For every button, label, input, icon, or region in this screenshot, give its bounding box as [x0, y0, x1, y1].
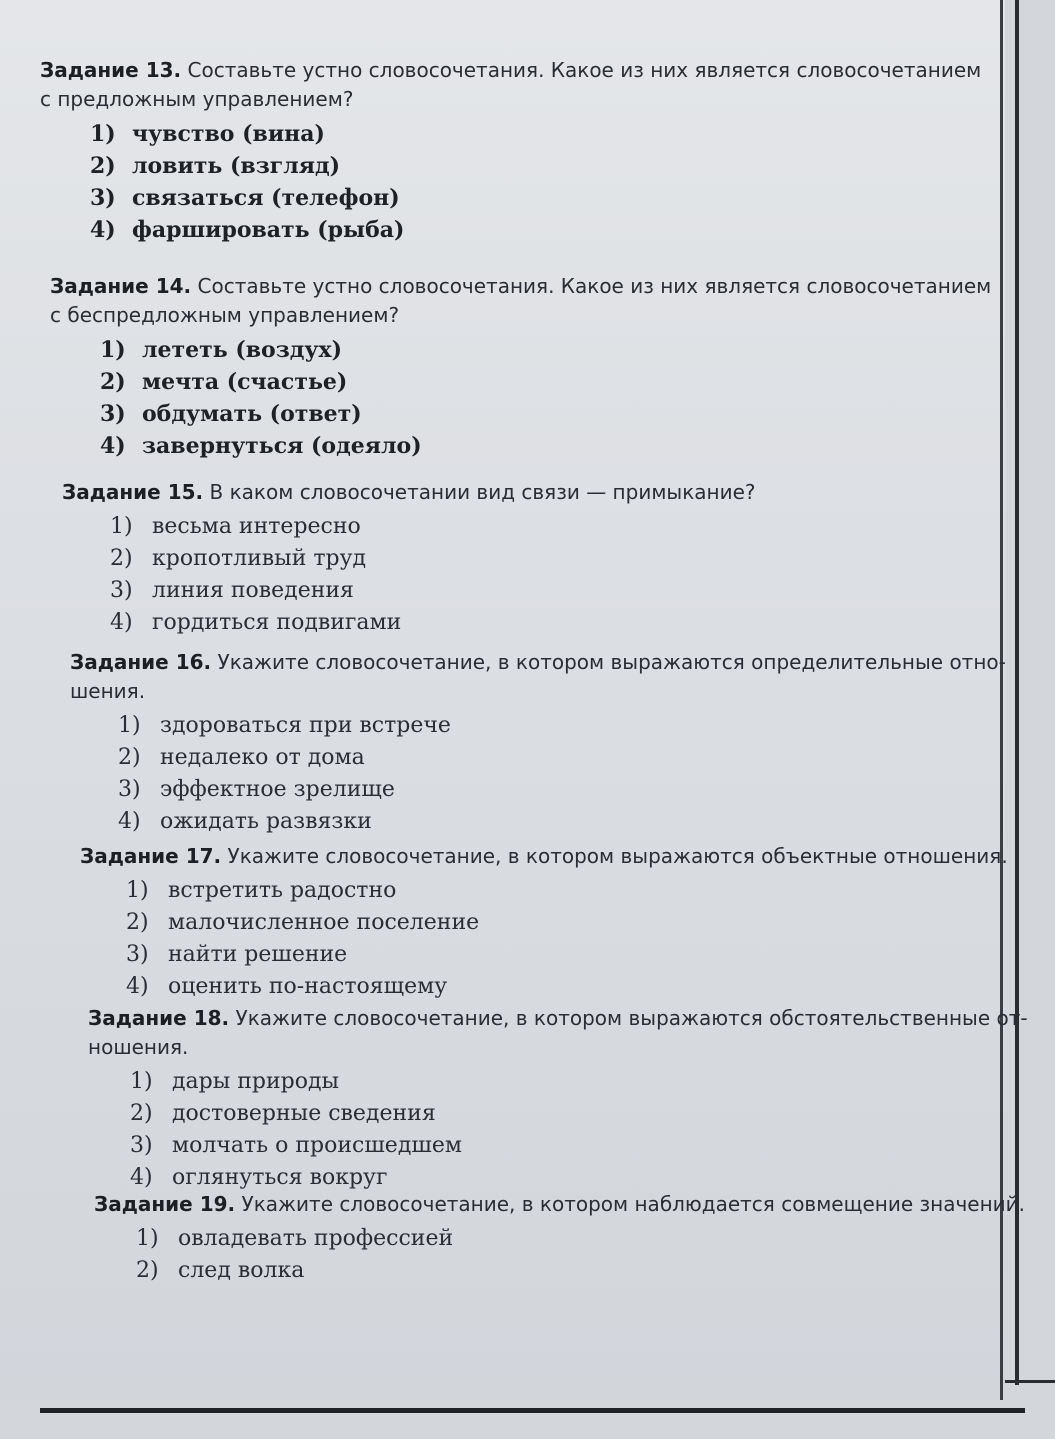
option — [126, 939, 1008, 971]
task-17-options — [126, 875, 1008, 1003]
option-text: весьма интересно — [152, 514, 361, 539]
option-text: завернуться (одеяло) — [142, 433, 422, 459]
task-18-text-cont: ношения. — [88, 1035, 189, 1059]
task-18-text: Укажите словосочетание, в котором выражаются обстоятельственные от- — [235, 1006, 1028, 1030]
option — [118, 806, 1006, 838]
task-13-options — [90, 118, 981, 246]
option-text: малочисленное поселение — [168, 910, 480, 935]
option-number: 2) — [126, 910, 149, 935]
task-15-text: В каком словосочетании вид связи — примыкание? — [209, 480, 756, 504]
option-number: 1) — [130, 1069, 153, 1094]
task-16 — [70, 648, 1006, 838]
option — [126, 907, 1008, 939]
option-number: 1) — [136, 1226, 159, 1251]
option — [100, 398, 991, 430]
frame-corner-edge — [1005, 1380, 1055, 1383]
option-number: 1) — [126, 878, 149, 903]
option-number: 2) — [110, 546, 133, 571]
option-text: обдумать (ответ) — [142, 401, 362, 427]
option-text: ожидать развязки — [160, 809, 372, 834]
option — [126, 875, 1008, 907]
task-18-label: Задание 18. — [88, 1006, 230, 1030]
task-16-text: Укажите словосочетание, в котором выражаются определительные отно- — [217, 650, 1006, 674]
task-17-question — [80, 842, 1008, 871]
option — [118, 710, 1006, 742]
task-16-options — [118, 710, 1006, 838]
option — [118, 742, 1006, 774]
option-number: 3) — [110, 578, 133, 603]
option-number: 2) — [90, 153, 116, 179]
option-number: 1) — [110, 514, 133, 539]
option-number: 2) — [100, 369, 126, 395]
option-text: встретить радостно — [168, 878, 397, 903]
task-13-label: Задание 13. — [40, 58, 182, 82]
option — [100, 334, 991, 366]
task-18-options — [130, 1066, 1028, 1194]
task-13 — [40, 56, 981, 246]
option-number: 3) — [90, 185, 116, 211]
option-text: ловить (взгляд) — [132, 153, 341, 179]
option-number: 3) — [126, 942, 149, 967]
task-13-question — [40, 56, 981, 114]
option-number: 4) — [130, 1165, 153, 1190]
task-18-question — [88, 1004, 1028, 1062]
option — [90, 214, 981, 246]
task-15-question — [62, 478, 756, 507]
option — [90, 118, 981, 150]
task-19-options — [136, 1223, 1025, 1287]
option-text: дары природы — [172, 1069, 340, 1094]
option-text: кропотливый труд — [152, 546, 367, 571]
option-number: 4) — [100, 433, 126, 459]
option-text: мечта (счастье) — [142, 369, 348, 395]
option — [126, 971, 1008, 1003]
option-number: 3) — [118, 777, 141, 802]
option — [136, 1255, 1025, 1287]
option-text: след волка — [178, 1258, 305, 1283]
task-19-label: Задание 19. — [94, 1192, 236, 1216]
option-text: достоверные сведения — [172, 1101, 436, 1126]
option — [100, 366, 991, 398]
option-number: 3) — [130, 1133, 153, 1158]
task-17-text: Укажите словосочетание, в котором выражаются объектные отношения. — [227, 844, 1008, 868]
option — [110, 607, 756, 639]
option-text: оценить по-настоящему — [168, 974, 448, 999]
task-18 — [88, 1004, 1028, 1194]
task-19-text: Укажите словосочетание, в котором наблюдается совмещение значений. — [241, 1192, 1026, 1216]
task-14-text-cont: с беспредложным управлением? — [50, 303, 400, 327]
option-number: 1) — [100, 337, 126, 363]
option-text: молчать о происшедшем — [172, 1133, 462, 1158]
option — [90, 182, 981, 214]
option-text: связаться (телефон) — [132, 185, 400, 211]
option — [110, 575, 756, 607]
option-text: линия поведения — [152, 578, 354, 603]
option-text: здороваться при встрече — [160, 713, 451, 738]
option-number: 4) — [110, 610, 133, 635]
task-13-text: Составьте устно словосочетания. Какое из них является словосочетанием — [187, 58, 982, 82]
option — [90, 150, 981, 182]
frame-bottom-edge — [40, 1408, 1025, 1413]
option — [110, 543, 756, 575]
task-15 — [62, 478, 756, 639]
option-text: найти решение — [168, 942, 348, 967]
option-number: 2) — [130, 1101, 153, 1126]
option-number: 3) — [100, 401, 126, 427]
option — [130, 1098, 1028, 1130]
option-number: 1) — [90, 121, 116, 147]
option — [100, 430, 991, 462]
option-text: овладевать профессией — [178, 1226, 454, 1251]
task-19 — [94, 1190, 1025, 1287]
option-text: чувство (вина) — [132, 121, 325, 147]
task-14-text: Составьте устно словосочетания. Какое из них является словосочетанием — [197, 274, 992, 298]
task-14-options — [100, 334, 991, 462]
task-14-label: Задание 14. — [50, 274, 192, 298]
option — [130, 1130, 1028, 1162]
task-16-label: Задание 16. — [70, 650, 212, 674]
option-number: 2) — [136, 1258, 159, 1283]
option — [118, 774, 1006, 806]
task-14 — [50, 272, 991, 462]
option-text: оглянуться вокруг — [172, 1165, 388, 1190]
option-number: 4) — [90, 217, 116, 243]
option — [130, 1066, 1028, 1098]
task-16-text-cont: шения. — [70, 679, 146, 703]
option-number: 4) — [118, 809, 141, 834]
option — [110, 511, 756, 543]
option-number: 2) — [118, 745, 141, 770]
option-text: лететь (воздух) — [142, 337, 343, 363]
task-14-question — [50, 272, 991, 330]
option-number: 4) — [126, 974, 149, 999]
option-text: недалеко от дома — [160, 745, 365, 770]
task-13-text-cont: с предложным управлением? — [40, 87, 354, 111]
option-text: фаршировать (рыба) — [132, 217, 405, 243]
task-16-question — [70, 648, 1006, 706]
option-text: гордиться подвигами — [152, 610, 402, 635]
task-15-label: Задание 15. — [62, 480, 204, 504]
option — [136, 1223, 1025, 1255]
task-17 — [80, 842, 1008, 1003]
task-17-label: Задание 17. — [80, 844, 222, 868]
option-text: эффектное зрелище — [160, 777, 395, 802]
task-15-options — [110, 511, 756, 639]
task-19-question — [94, 1190, 1025, 1219]
option-number: 1) — [118, 713, 141, 738]
